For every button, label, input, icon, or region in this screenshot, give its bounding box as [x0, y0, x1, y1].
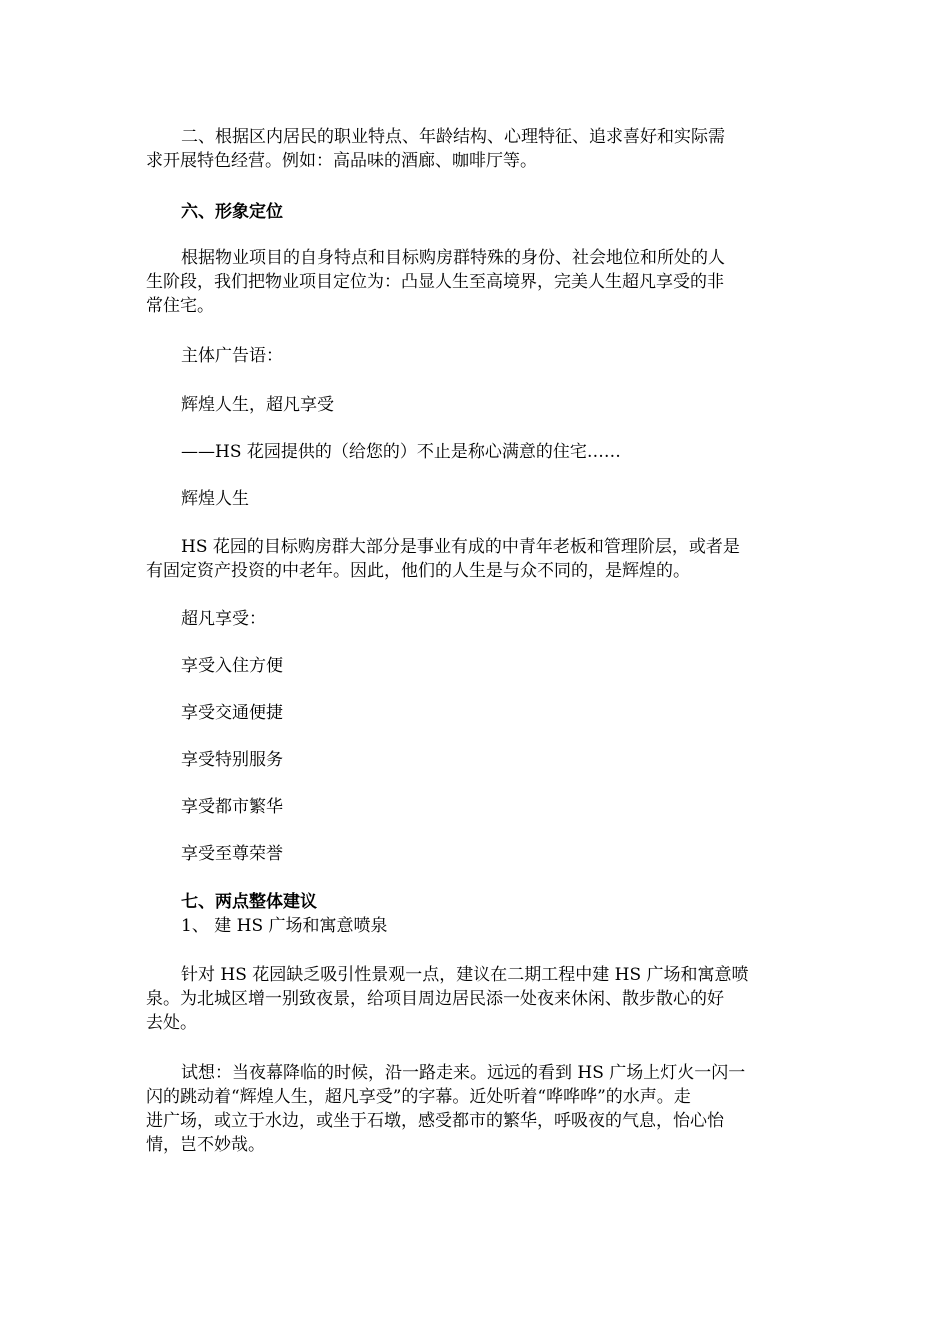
list-item: 享受都市繁华 — [181, 797, 283, 817]
paragraph-positioning — [146, 246, 802, 318]
text-line: 求开展特色经营。例如：高品味的酒廊、咖啡厅等。 — [146, 151, 537, 171]
paragraph-imagine-scene — [146, 1061, 802, 1157]
section-heading-image-positioning: 六、形象定位 — [181, 202, 283, 222]
list-item: 享受至尊荣誉 — [181, 844, 283, 864]
list-item: 享受交通便捷 — [181, 703, 283, 723]
paragraph-special-operations — [146, 125, 802, 173]
text-line: 试想：当夜幕降临的时候，沿一路走来。远远的看到 HS 广场上灯火一闪一 — [181, 1063, 746, 1083]
text-line: 二、根据区内居民的职业特点、年龄结构、心理特征、追求喜好和实际需 — [181, 127, 725, 147]
list-item: 享受特别服务 — [181, 750, 283, 770]
text-line: 泉。为北城区增一别致夜景，给项目周边居民添一处夜来休闲、散步散心的好 — [146, 989, 724, 1009]
list-item: 享受入住方便 — [181, 656, 283, 676]
text-line: 去处。 — [146, 1013, 197, 1033]
slogan-main: 辉煌人生，超凡享受 — [181, 395, 334, 415]
paragraph-plaza-suggestion — [146, 963, 802, 1035]
text-line: 情，岂不妙哉。 — [146, 1135, 265, 1155]
subheading-extraordinary-enjoyment: 超凡享受： — [181, 609, 266, 629]
text-line: 闪的跳动着“辉煌人生，超凡享受”的字幕。近处听着“哗哗哗”的水声。走 — [146, 1087, 691, 1107]
text-line: 常住宅。 — [146, 296, 214, 316]
text-line: 有固定资产投资的中老年。因此，他们的人生是与众不同的，是辉煌的。 — [146, 561, 690, 581]
numbered-item-plaza: 1、 建 HS 广场和寓意喷泉 — [181, 916, 388, 936]
text-line: 生阶段，我们把物业项目定位为：凸显人生至高境界，完美人生超凡享受的非 — [146, 272, 724, 292]
text-line: 针对 HS 花园缺乏吸引性景观一点，建议在二期工程中建 HS 广场和寓意喷 — [181, 965, 749, 985]
subheading-brilliant-life: 辉煌人生 — [181, 489, 249, 509]
slogan-subline: ——HS 花园提供的（给您的）不止是称心满意的住宅…… — [181, 442, 621, 462]
text-line: HS 花园的目标购房群大部分是事业有成的中青年老板和管理阶层，或者是 — [181, 537, 740, 557]
text-line: 根据物业项目的自身特点和目标购房群特殊的身份、社会地位和所处的人 — [181, 248, 725, 268]
text-line: 进广场，或立于水边，或坐于石墩，感受都市的繁华，呼吸夜的气息，怡心怡 — [146, 1111, 724, 1131]
paragraph-target-buyers — [146, 535, 802, 583]
slogan-label: 主体广告语： — [181, 346, 283, 366]
section-heading-suggestions: 七、两点整体建议 — [181, 892, 317, 912]
